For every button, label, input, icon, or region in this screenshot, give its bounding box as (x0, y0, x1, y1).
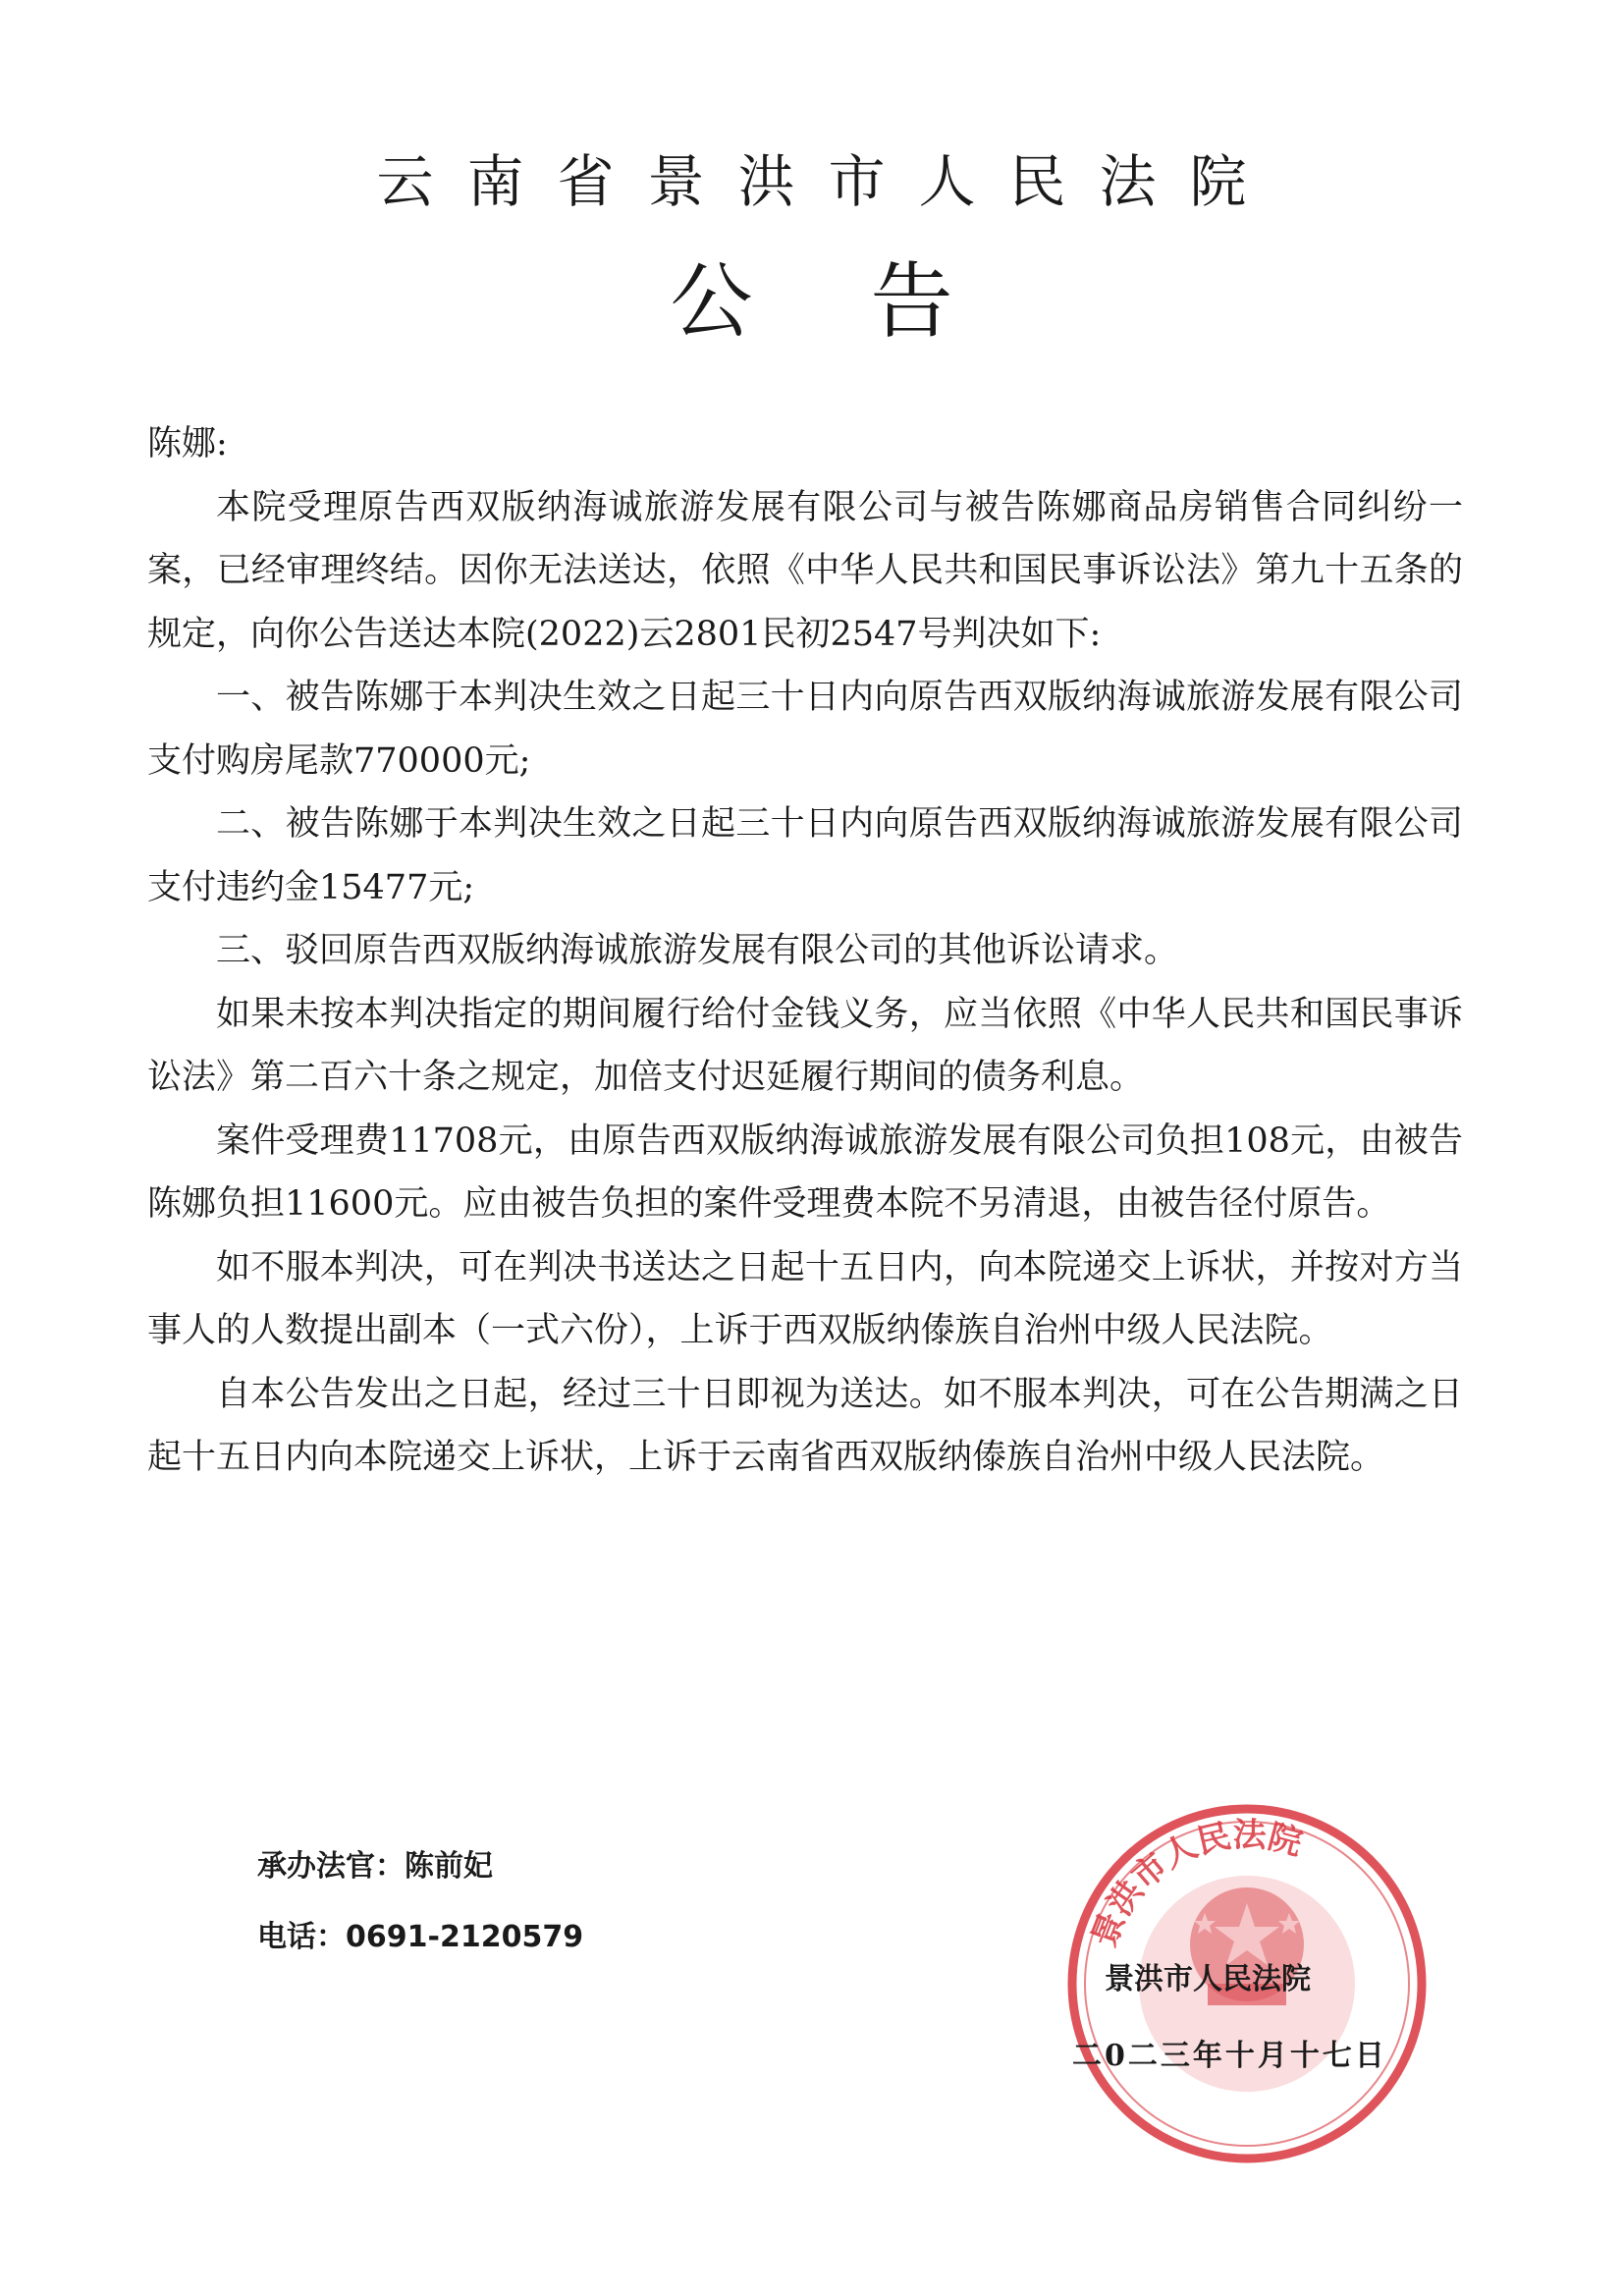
seal-arc-text: 景洪市人民法院 (1084, 1815, 1307, 1953)
addressee: 陈娜: (147, 424, 228, 464)
contact-block (257, 1831, 583, 1973)
paragraph-case-intro: 本院受理原告西双版纳海诚旅游发展有限公司与被告陈娜商品房销售合同纠纷一案，已经审理终结。因你无法送达，依照《中华人民共和国民事诉讼法》第九十五条的规定，向你公告送达本院(2022)云2801民初2547号判决如下: (147, 487, 1463, 654)
paragraph-ruling-1: 一、被告陈娜于本判决生效之日起三十日内向原告西双版纳海诚旅游发展有限公司支付购房尾款770000元; (147, 678, 1463, 781)
signature-court: 景洪市人民法院 (1105, 1962, 1311, 1996)
notice-title: 公告 (670, 253, 1071, 350)
paragraph-ruling-3: 三、驳回原告西双版纳海诚旅游发展有限公司的其他诉讼请求。 (216, 931, 1179, 970)
paragraph-appeal: 如不服本判决，可在判决书送达之日起十五日内，向本院递交上诉状，并按对方当事人的人数提出副本（一式六份），上诉于西双版纳傣族自治州中级人民法院。 (147, 1247, 1463, 1350)
judge-line: 承办法官：陈前妃 (257, 1849, 493, 1884)
paragraph-ruling-2: 二、被告陈娜于本判决生效之日起三十日内向原告西双版纳海诚旅游发展有限公司支付违约金15477元; (147, 804, 1463, 907)
court-name-heading: 云南省景洪市人民法院 (376, 148, 1280, 215)
signature-date: 二0二三年十月十七日 (1072, 2039, 1387, 2073)
paragraph-fees: 案件受理费11708元，由原告西双版纳海诚旅游发展有限公司负担108元，由被告陈娜负担11600元。应由被告负担的案件受理费本院不另清退，由被告径付原告。 (147, 1121, 1463, 1224)
paragraph-service: 自本公告发出之日起，经过三十日即视为送达。如不服本判决，可在公告期满之日起十五日内向本院递交上诉状，上诉于云南省西双版纳傣族自治州中级人民法院。 (147, 1374, 1463, 1477)
phone-line: 电话：0691-2120579 (257, 1920, 584, 1954)
paragraph-interest: 如果未按本判决指定的期间履行给付金钱义务，应当依照《中华人民共和国民事诉讼法》第二百六十条之规定，加倍支付迟延履行期间的债务利息。 (147, 994, 1463, 1097)
notice-body (147, 412, 1463, 1490)
